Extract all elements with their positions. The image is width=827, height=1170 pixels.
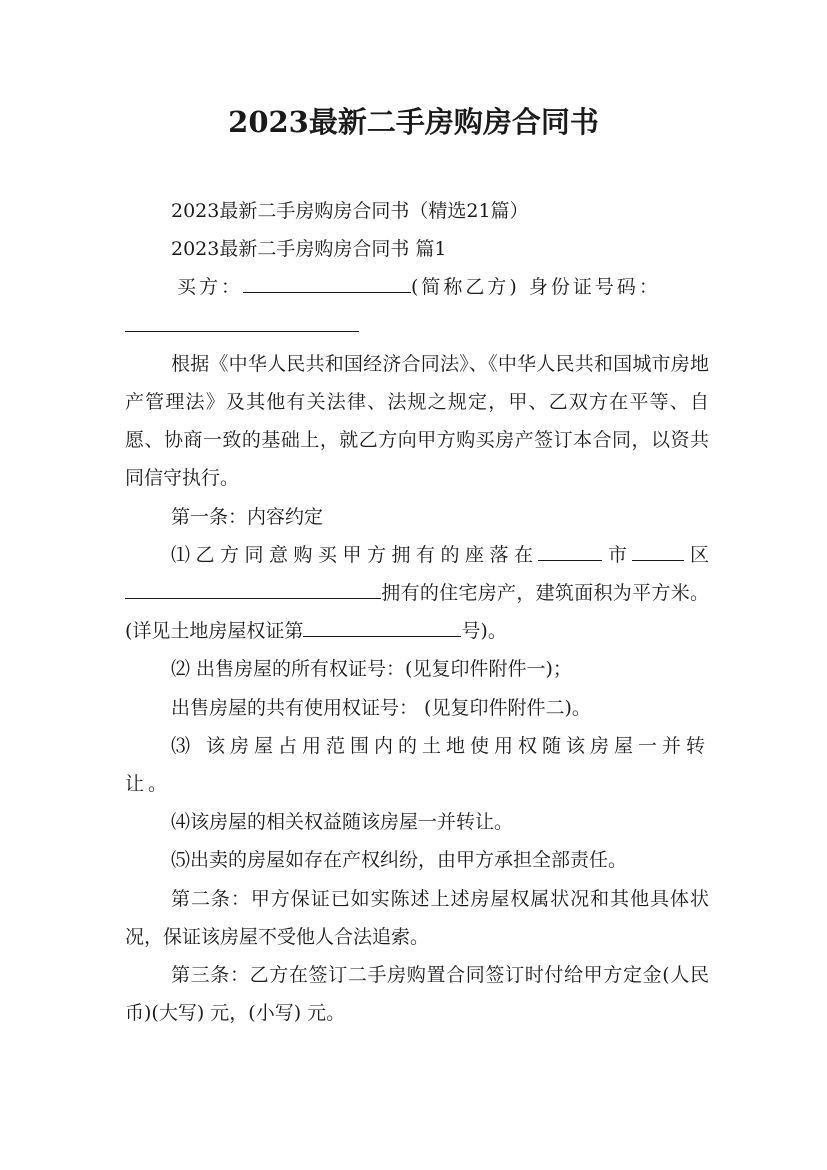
article1-item2: ⑵ 出售房屋的所有权证号：(见复印件附件一)； [171,658,572,681]
intro-paragraph: 根据《中华人民共和国经济合同法》、《中华人民共和国城市房地产管理法》及其他有关法律、法规之规定，甲、乙双方在平等、自愿、协商一致的基础上，就乙方向甲方购买房产签订本合同，以资共同信守执行。 [125,352,709,490]
item1-text-c: 号)。 [461,620,507,643]
city-blank [538,539,602,561]
item1-text-b: 拥有的住宅房产，建筑面积为平方米。(详见土地房屋权证第 [125,582,709,643]
item1-city: 市 [602,543,633,566]
part-heading: 2023最新二手房购房合同书 篇1 [171,238,447,261]
item1-district: 区 [684,543,709,566]
id-label: 身份证号码： [528,276,661,299]
id-number-blank [125,310,359,332]
article1-item4: ⑷该房屋的相关权益随该房屋一并转让。 [171,811,514,834]
item1-text-a: ⑴乙方同意购买甲方拥有的座落在 [171,543,539,566]
article1-item3: ⑶ 该房屋占用范围内的土地使用权随该房屋一并转让。 [125,734,709,796]
certificate-blank [303,615,461,637]
article2-paragraph: 第二条：甲方保证已如实陈述上述房屋权属状况和其他具体状况，保证该房屋不受他人合法追索。 [125,887,709,948]
article1-item2b: 出售房屋的共有使用权证号： (见复印件附件二)。 [171,696,591,719]
article1-item1 [125,536,709,651]
article1-item5: ⑸出卖的房屋如存在产权纠纷，由甲方承担全部责任。 [171,849,628,872]
district-blank [632,539,684,561]
article1-heading: 第一条：内容约定 [171,505,324,528]
address-blank [125,577,381,599]
article3-paragraph: 第三条：乙方在签订二手房购置合同签订时付给甲方定金(人民币)(大写) 元，(小写) 元。 [125,964,709,1025]
subtitle: 2023最新二手房购房合同书（精选21篇） [171,200,529,222]
document-title: 2023最新二手房购房合同书 [228,105,599,139]
buyer-name-blank [243,271,411,293]
buyer-alias: (简称乙方) [411,276,520,299]
id-number-line [125,307,709,345]
buyer-line [125,268,709,306]
document-body [125,192,709,1032]
buyer-label: 买方： [177,276,244,299]
